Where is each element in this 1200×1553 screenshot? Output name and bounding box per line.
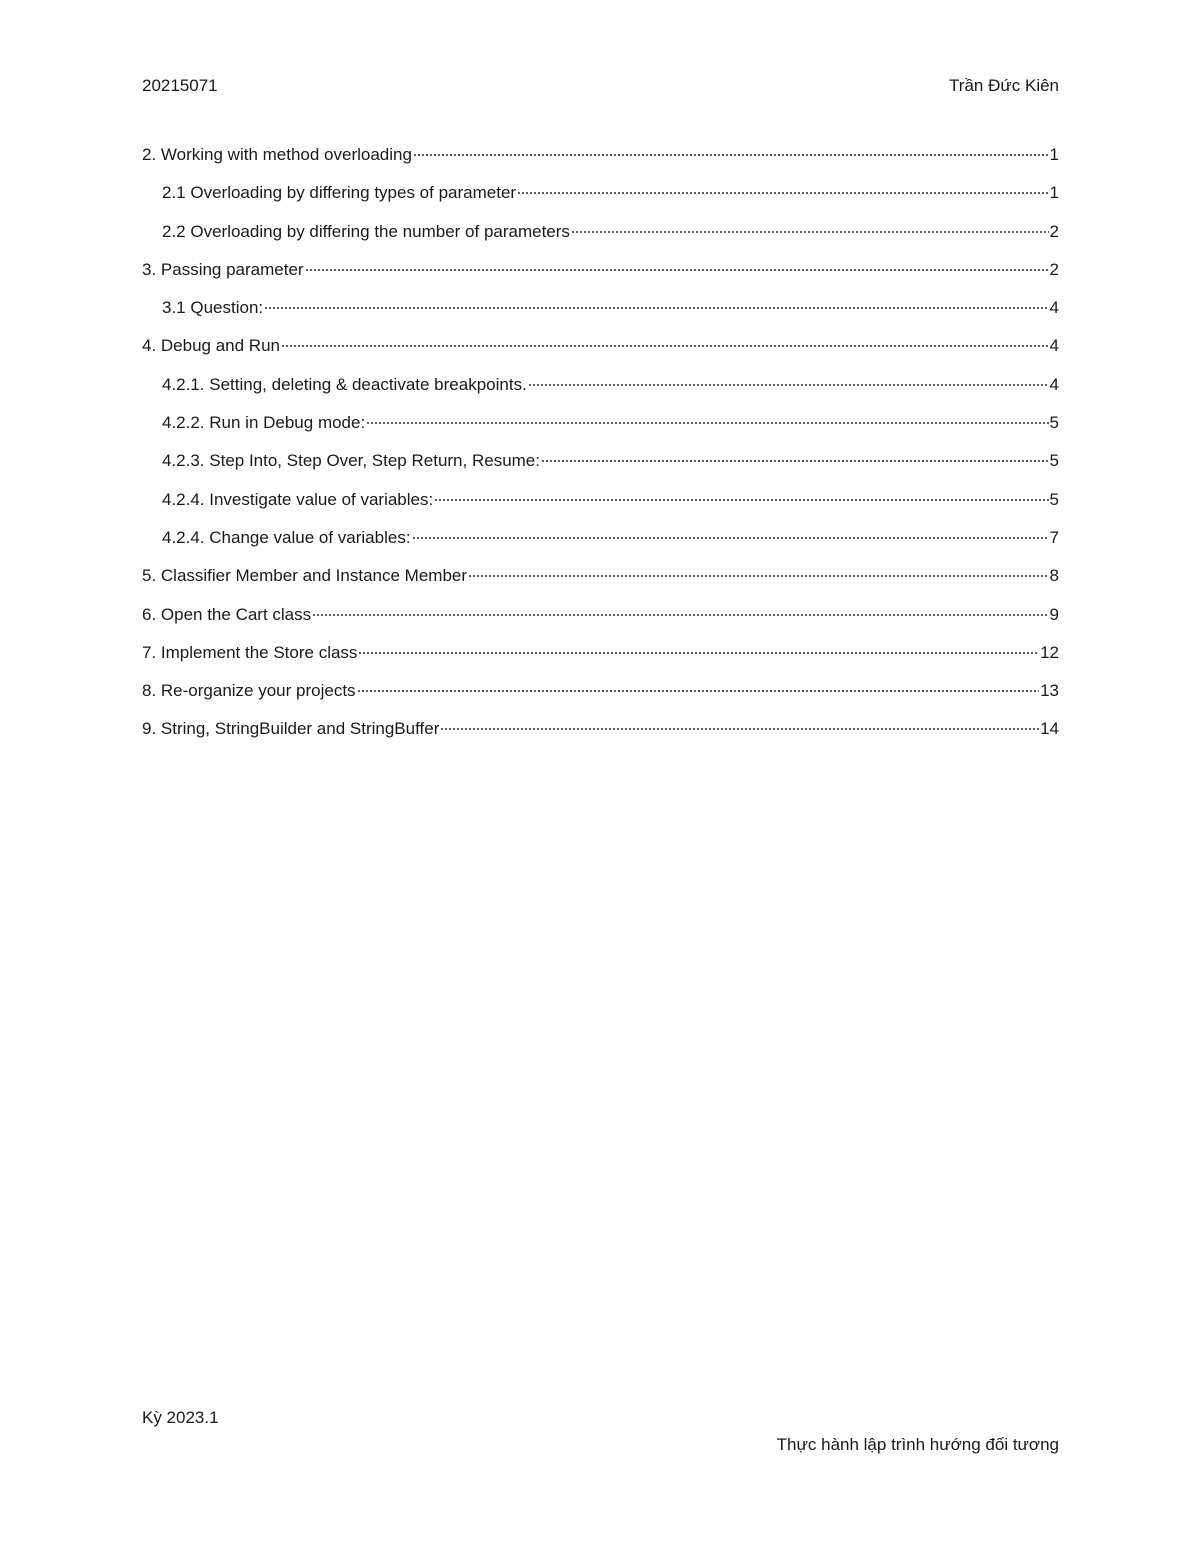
toc-entry-page-number: 4 bbox=[1049, 336, 1059, 356]
toc-dot-leader bbox=[366, 422, 1048, 424]
toc-dot-leader bbox=[305, 269, 1049, 271]
toc-dot-leader bbox=[357, 690, 1040, 692]
toc-entry-label: 5. Classifier Member and Instance Member bbox=[142, 566, 468, 586]
toc-dot-leader bbox=[517, 192, 1048, 194]
toc-entry-label: 2. Working with method overloading bbox=[142, 145, 412, 164]
toc-entry-page-number: 1 bbox=[1049, 145, 1059, 164]
toc-entry-label: 4. Debug and Run bbox=[142, 336, 280, 356]
toc-entry[interactable] bbox=[142, 411, 1059, 449]
toc-entry-page-number: 9 bbox=[1049, 604, 1059, 624]
toc-dot-leader bbox=[434, 499, 1048, 501]
toc-dot-leader bbox=[281, 345, 1049, 347]
toc-entry[interactable] bbox=[142, 679, 1059, 717]
toc-entry-page-number: 13 bbox=[1040, 681, 1059, 701]
toc-entry[interactable] bbox=[142, 488, 1059, 526]
toc-entry[interactable] bbox=[142, 296, 1059, 334]
toc-entry-label: 9. String, StringBuilder and StringBuffer bbox=[142, 719, 440, 739]
toc-dot-leader bbox=[358, 652, 1039, 654]
toc-dot-leader bbox=[264, 307, 1048, 309]
toc-dot-leader bbox=[468, 575, 1049, 577]
footer-term: Kỳ 2023.1 bbox=[142, 1408, 219, 1427]
toc-entry-page-number: 5 bbox=[1049, 489, 1059, 509]
toc-entry-page-number: 5 bbox=[1049, 451, 1059, 471]
toc-entry[interactable] bbox=[142, 181, 1059, 219]
toc-entry-label: 2.2 Overloading by differing the number of parameters bbox=[162, 221, 570, 241]
toc-entry[interactable] bbox=[142, 373, 1059, 411]
toc-entry-page-number: 2 bbox=[1049, 259, 1059, 279]
toc-entry-label: 4.2.3. Step Into, Step Over, Step Return, Resume: bbox=[162, 451, 540, 471]
toc-dot-leader bbox=[528, 384, 1049, 386]
toc-entry[interactable] bbox=[142, 526, 1059, 564]
toc-entry-page-number: 8 bbox=[1049, 566, 1059, 586]
toc-entry-label: 4.2.2. Run in Debug mode: bbox=[162, 413, 366, 433]
toc-entry-label: 3. Passing parameter bbox=[142, 259, 304, 279]
toc-dot-leader bbox=[312, 614, 1048, 616]
toc-entry-label: 2.1 Overloading by differing types of parameter bbox=[162, 183, 517, 203]
page-header bbox=[142, 74, 1059, 98]
toc-dot-leader bbox=[541, 460, 1049, 462]
toc-entry-page-number: 4 bbox=[1049, 298, 1059, 318]
toc-entry[interactable] bbox=[142, 220, 1059, 258]
toc-entry-label: 8. Re-organize your projects bbox=[142, 681, 356, 701]
toc-entry-page-number: 7 bbox=[1049, 527, 1059, 547]
toc-dot-leader bbox=[412, 537, 1049, 539]
toc-entry-label: 7. Implement the Store class bbox=[142, 642, 358, 662]
toc-entry-page-number: 14 bbox=[1040, 719, 1059, 739]
toc-entry[interactable] bbox=[142, 603, 1059, 641]
toc-entry-label: 4.2.4. Investigate value of variables: bbox=[162, 489, 434, 509]
toc-entry-page-number: 12 bbox=[1040, 642, 1059, 662]
toc-dot-leader bbox=[413, 154, 1049, 156]
header-student-id: 20215071 bbox=[142, 76, 218, 95]
toc-entry[interactable] bbox=[142, 641, 1059, 679]
toc-entry-label: 3.1 Question: bbox=[162, 298, 264, 318]
toc-entry-label: 6. Open the Cart class bbox=[142, 604, 312, 624]
table-of-contents bbox=[142, 143, 1059, 756]
toc-dot-leader bbox=[571, 231, 1049, 233]
toc-entry[interactable] bbox=[142, 334, 1059, 372]
toc-entry[interactable] bbox=[142, 717, 1059, 755]
toc-entry-label: 4.2.1. Setting, deleting & deactivate breakpoints. bbox=[162, 374, 527, 394]
footer-course: Thực hành lập trình hướng đối tương bbox=[776, 1435, 1059, 1454]
toc-entry-label: 4.2.4. Change value of variables: bbox=[162, 527, 411, 547]
toc-entry[interactable] bbox=[142, 258, 1059, 296]
header-author: Trần Đức Kiên bbox=[949, 76, 1059, 95]
toc-dot-leader bbox=[440, 728, 1039, 730]
toc-entry[interactable] bbox=[142, 449, 1059, 487]
toc-entry-page-number: 2 bbox=[1049, 221, 1059, 241]
toc-entry-page-number: 4 bbox=[1049, 374, 1059, 394]
toc-entry-page-number: 1 bbox=[1049, 183, 1059, 203]
toc-entry-page-number: 5 bbox=[1049, 413, 1059, 433]
toc-entry[interactable] bbox=[142, 143, 1059, 181]
toc-entry[interactable] bbox=[142, 564, 1059, 602]
